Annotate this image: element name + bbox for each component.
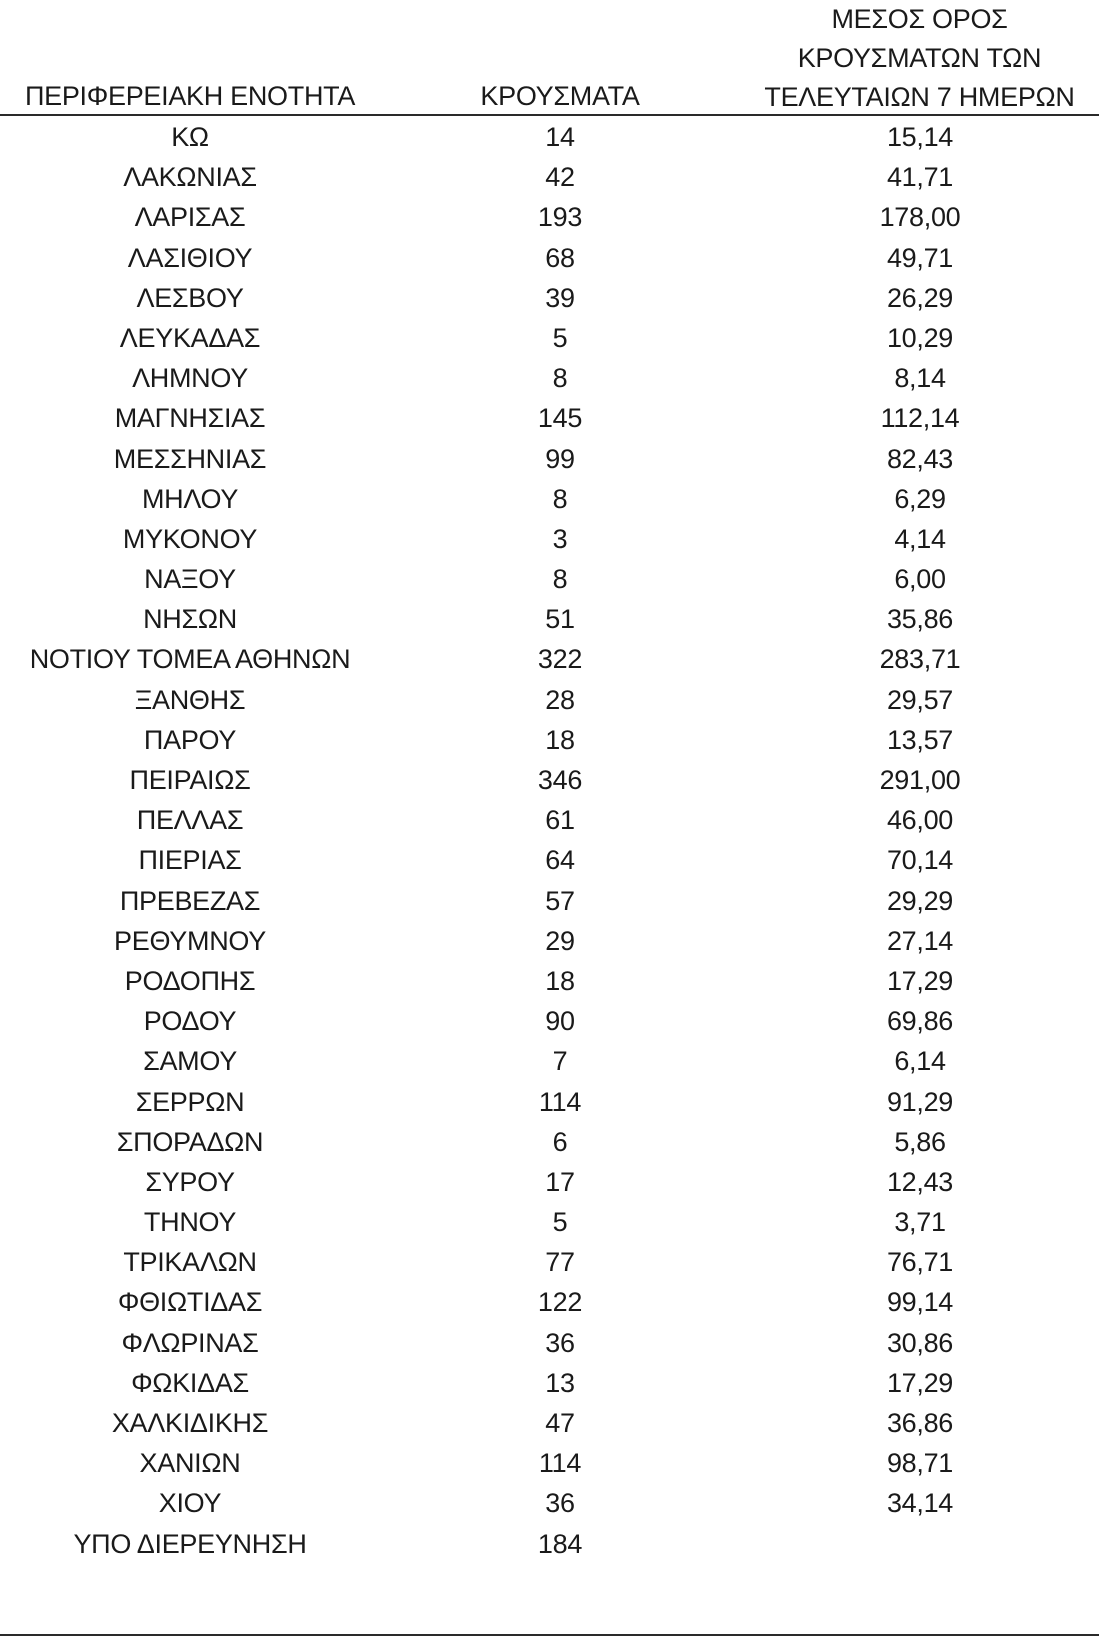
region-cell: ΦΛΩΡΙΝΑΣ: [121, 1327, 259, 1358]
cases-cell: 36: [545, 1327, 575, 1358]
cases-cell: 18: [545, 724, 575, 755]
cases-cell: 28: [545, 684, 575, 715]
average-cell: 6,29: [894, 483, 946, 514]
cases-cell: 346: [537, 765, 583, 795]
header-cases: ΚΡΟΥΣΜΑΤΑ: [480, 81, 640, 111]
average-cell: 13,57: [886, 724, 954, 755]
region-cell: ΣΠΟΡΑΔΩΝ: [116, 1126, 264, 1157]
region-cell: ΝΑΞΟΥ: [144, 564, 236, 595]
cases-cell: 14: [545, 122, 575, 152]
region-cell: ΡΟΔΟΥ: [143, 1006, 237, 1037]
average-cell: 34,14: [886, 1488, 954, 1519]
cases-cell: 29: [545, 925, 575, 956]
average-cell: 5,86: [894, 1126, 946, 1157]
cases-cell: 64: [545, 845, 575, 876]
cases-cell: 99: [545, 443, 575, 474]
cases-cell: 8: [552, 564, 568, 595]
table-row: [0, 559, 1099, 599]
cases-cell: 42: [545, 162, 575, 193]
header-divider: [0, 114, 1099, 116]
average-cell: 49,71: [886, 242, 954, 273]
table-row: [0, 1202, 1099, 1242]
cases-cell: 77: [545, 1247, 575, 1278]
table-row: [0, 680, 1099, 720]
region-cell: ΥΠΟ ΔΙΕΡΕΥΝΗΣΗ: [73, 1528, 307, 1559]
region-cell: ΣΑΜΟΥ: [143, 1046, 237, 1077]
cases-cell: 36: [545, 1488, 575, 1519]
table-row: [0, 358, 1099, 398]
average-cell: 6,14: [894, 1046, 946, 1077]
table-row: [0, 1122, 1099, 1162]
table-row: [0, 1363, 1099, 1403]
average-cell: 26,29: [886, 282, 954, 313]
table-row: [0, 1082, 1099, 1122]
region-cell: ΜΗΛΟΥ: [141, 483, 239, 514]
table-row: [0, 1162, 1099, 1202]
average-cell: 15,14: [886, 122, 954, 152]
table-row: [0, 720, 1099, 760]
cases-cell: 114: [538, 1086, 582, 1117]
table-row: [0, 238, 1099, 278]
table-row: [0, 439, 1099, 479]
cases-cell: 39: [545, 282, 575, 313]
average-cell: 35,86: [886, 604, 954, 635]
average-cell: 6,00: [894, 564, 946, 595]
table-row: [0, 1524, 1099, 1564]
table-row: [0, 398, 1099, 438]
region-cell: ΠΕΛΛΑΣ: [136, 805, 244, 836]
table-row: [0, 157, 1099, 197]
region-cell: ΛΑΡΙΣΑΣ: [134, 202, 246, 233]
region-cell: ΛΑΣΙΘΙΟΥ: [127, 242, 253, 273]
region-cell: ΠΑΡΟΥ: [143, 724, 237, 755]
cases-cell: 17: [545, 1166, 575, 1197]
region-cell: ΞΑΝΘΗΣ: [134, 684, 246, 715]
table-row: [0, 1323, 1099, 1363]
region-cell: ΦΘΙΩΤΙΔΑΣ: [117, 1287, 263, 1318]
average-cell: 29,57: [886, 684, 954, 715]
average-cell: 41,71: [886, 162, 954, 193]
cases-cell: 193: [537, 202, 583, 233]
average-cell: 91,29: [886, 1086, 954, 1117]
cases-cell: 145: [537, 403, 583, 434]
table-row: [0, 1443, 1099, 1483]
average-cell: 36,86: [886, 1408, 954, 1438]
table-row: [0, 1282, 1099, 1322]
average-cell: 70,14: [886, 845, 954, 876]
region-cell: ΧΑΝΙΩΝ: [139, 1448, 241, 1479]
table-row: [0, 479, 1099, 519]
header-seven-day-average: [740, 0, 1099, 117]
region-cell: ΡΟΔΟΠΗΣ: [124, 965, 256, 996]
average-cell: 112,14: [880, 403, 960, 434]
cases-cell: 57: [545, 885, 575, 916]
table-row: [0, 921, 1099, 961]
region-cell: ΛΗΜΝΟΥ: [132, 363, 248, 394]
table-row: [0, 318, 1099, 358]
average-cell: 3,71: [894, 1207, 946, 1238]
header-region: ΠΕΡΙΦΕΡΕΙΑΚΗ ΕΝΟΤΗΤΑ: [24, 81, 356, 111]
table-row: [0, 961, 1099, 1001]
average-cell: 17,29: [886, 965, 954, 996]
average-cell: 291,00: [879, 765, 961, 795]
table-row: [0, 800, 1099, 840]
average-cell: 283,71: [879, 644, 961, 675]
table-row: [0, 1242, 1099, 1282]
region-cell: ΧΑΛΚΙΔΙΚΗΣ: [111, 1408, 269, 1438]
cases-cell: 322: [537, 644, 583, 675]
region-cell: ΚΩ: [171, 122, 209, 152]
region-cell: ΝΗΣΩΝ: [143, 604, 237, 635]
table-row: [0, 1403, 1099, 1443]
average-cell: 82,43: [886, 443, 954, 474]
table-row: [0, 760, 1099, 800]
cases-cell: 5: [552, 1207, 568, 1238]
cases-cell: 90: [545, 1006, 575, 1037]
table-row: [0, 197, 1099, 237]
region-cell: ΧΙΟΥ: [158, 1488, 222, 1519]
region-cell: ΜΥΚΟΝΟΥ: [122, 523, 258, 554]
cases-cell: 8: [552, 363, 568, 394]
region-cell: ΛΑΚΩΝΙΑΣ: [123, 162, 257, 193]
table-row: [0, 1001, 1099, 1041]
region-cell: ΣΥΡΟΥ: [145, 1166, 235, 1197]
average-cell: 10,29: [886, 322, 954, 353]
cases-cell: 18: [545, 965, 575, 996]
average-cell: 29,29: [886, 885, 954, 916]
cases-cell: 122: [537, 1287, 583, 1318]
average-cell: 17,29: [886, 1367, 954, 1398]
cases-cell: 7: [552, 1046, 568, 1077]
header-avg-line-3: ΤΕΛΕΥΤΑΙΩΝ 7 ΗΜΕΡΩΝ: [764, 82, 1075, 112]
region-cell: ΠΙΕΡΙΑΣ: [138, 845, 242, 876]
region-cell: ΣΕΡΡΩΝ: [135, 1086, 245, 1117]
average-cell: 8,14: [894, 363, 946, 394]
cases-cell: 68: [545, 242, 575, 273]
average-cell: 46,00: [886, 805, 954, 836]
region-cell: ΤΗΝΟΥ: [143, 1207, 237, 1238]
table-body: [0, 117, 1099, 1564]
table-row: [0, 1483, 1099, 1523]
region-cell: ΛΕΥΚΑΔΑΣ: [119, 322, 261, 353]
cases-cell: 13: [545, 1367, 575, 1398]
cases-cell: 61: [545, 805, 575, 836]
table-row: [0, 599, 1099, 639]
average-cell: 27,14: [886, 925, 954, 956]
average-cell: 4,14: [894, 523, 946, 554]
cases-cell: 184: [537, 1528, 583, 1559]
table-row: [0, 278, 1099, 318]
table-row: [0, 881, 1099, 921]
average-cell: 12,43: [886, 1166, 954, 1197]
average-cell: 76,71: [886, 1247, 954, 1278]
average-cell: 99,14: [886, 1287, 954, 1318]
table-row: [0, 639, 1099, 679]
cases-cell: 8: [552, 483, 568, 514]
header-avg-line-1: ΜΕΣΟΣ ΟΡΟΣ: [831, 4, 1008, 34]
region-cell: ΦΩΚΙΔΑΣ: [131, 1367, 249, 1398]
region-cell: ΡΕΘΥΜΝΟΥ: [114, 925, 266, 956]
table-row: [0, 1041, 1099, 1081]
cases-cell: 51: [545, 604, 575, 635]
cases-cell: 47: [545, 1408, 575, 1438]
average-cell: 30,86: [886, 1327, 954, 1358]
header-avg-line-2: ΚΡΟΥΣΜΑΤΩΝ ΤΩΝ: [797, 43, 1042, 73]
cases-cell: 5: [552, 322, 568, 353]
table-row: [0, 519, 1099, 559]
footer-divider: [0, 1634, 1099, 1636]
table-row: [0, 840, 1099, 880]
region-cell: ΛΕΣΒΟΥ: [136, 282, 244, 313]
region-cell: ΜΕΣΣΗΝΙΑΣ: [113, 443, 267, 474]
average-cell: 178,00: [879, 202, 961, 233]
region-cell: ΠΕΙΡΑΙΩΣ: [129, 765, 251, 795]
average-cell: 69,86: [886, 1006, 954, 1037]
average-cell: 98,71: [886, 1448, 954, 1479]
table-row: [0, 117, 1099, 157]
cases-cell: 3: [552, 523, 568, 554]
cases-cell: 114: [538, 1448, 582, 1479]
region-cell: ΤΡΙΚΑΛΩΝ: [123, 1247, 257, 1278]
region-cell: ΝΟΤΙΟΥ ΤΟΜΕΑ ΑΘΗΝΩΝ: [29, 644, 351, 675]
region-cell: ΠΡΕΒΕΖΑΣ: [119, 885, 261, 916]
cases-cell: 6: [552, 1126, 568, 1157]
region-cell: ΜΑΓΝΗΣΙΑΣ: [114, 403, 266, 434]
